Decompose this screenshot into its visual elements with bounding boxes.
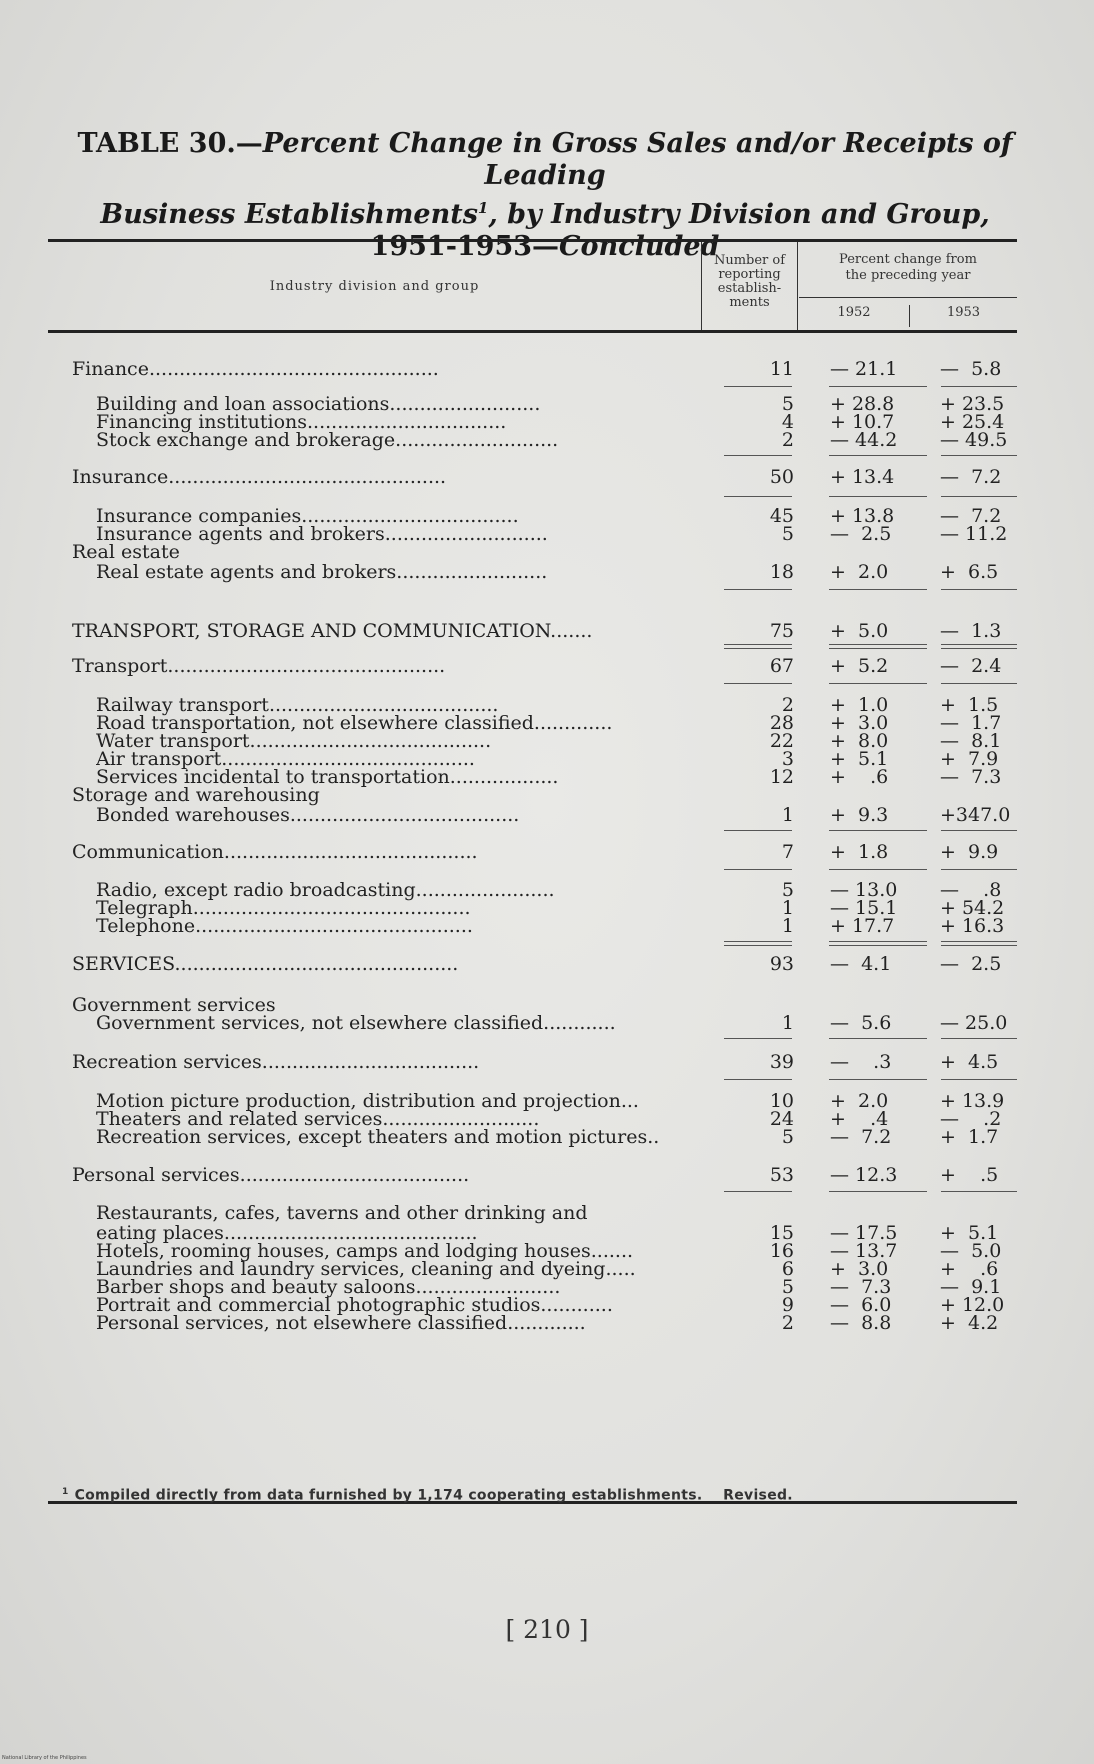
row-count: 93 bbox=[769, 953, 794, 975]
total-double-rule bbox=[724, 941, 792, 946]
row-change-1952: + 1.8 bbox=[830, 841, 889, 863]
subtotal-rule bbox=[941, 1191, 1017, 1192]
row-label: Real estate bbox=[72, 541, 180, 563]
table-row bbox=[48, 839, 1017, 865]
row-change-1953: + .5 bbox=[940, 1164, 999, 1186]
row-count: 3 bbox=[781, 748, 794, 770]
footnote-revised: Revised. bbox=[723, 1487, 793, 1504]
row-count: 1 bbox=[781, 1012, 794, 1034]
row-change-1952: + 9.3 bbox=[830, 804, 889, 826]
page-number: [ 210 ] bbox=[505, 1615, 589, 1644]
title-text: Percent Change in Gross Sales and/or Receipts of Leading bbox=[262, 128, 1013, 191]
header-number-line: reporting bbox=[718, 267, 781, 282]
row-change-1953: + 23.5 bbox=[940, 393, 1005, 415]
table-row bbox=[48, 356, 1017, 382]
row-change-1952: + 2.0 bbox=[830, 561, 889, 583]
row-change-1953: + 9.9 bbox=[940, 841, 999, 863]
title-concluded: Concluded bbox=[559, 231, 720, 262]
row-change-1952: + 10.7 bbox=[830, 411, 895, 433]
data-table bbox=[48, 239, 1017, 1504]
table-row bbox=[48, 802, 1017, 828]
subtotal-rule bbox=[724, 683, 792, 684]
table-row bbox=[48, 559, 1017, 585]
row-count: 15 bbox=[769, 1222, 794, 1244]
row-count: 6 bbox=[781, 1258, 794, 1280]
row-label: Insurance.............................................. bbox=[72, 466, 447, 488]
row-count: 9 bbox=[781, 1294, 794, 1316]
row-label: Motion picture production, distribution and projection... bbox=[96, 1090, 639, 1112]
row-count: 2 bbox=[781, 429, 794, 451]
row-count: 2 bbox=[781, 1312, 794, 1334]
title-years: 1951-1953— bbox=[370, 231, 560, 262]
table-row bbox=[48, 913, 1017, 939]
row-label: Road transportation, not elsewhere classified............. bbox=[96, 712, 613, 734]
row-change-1953: + 54.2 bbox=[940, 897, 1005, 919]
row-change-1953: + 25.4 bbox=[940, 411, 1005, 433]
row-change-1953: + 4.2 bbox=[940, 1312, 999, 1334]
total-double-rule bbox=[829, 644, 927, 649]
title-footnote-marker: 1 bbox=[477, 199, 489, 217]
row-change-1952: + 8.0 bbox=[830, 730, 889, 752]
row-change-1952: + 13.8 bbox=[830, 505, 895, 527]
subtotal-rule bbox=[941, 869, 1017, 870]
subtotal-rule bbox=[724, 1079, 792, 1080]
subtotal-rule bbox=[724, 386, 792, 387]
row-change-1952: + 1.0 bbox=[830, 694, 889, 716]
row-count: 11 bbox=[769, 358, 794, 380]
title-line2-rest: , by Industry Division and Group, bbox=[488, 199, 990, 230]
row-change-1953: + 1.5 bbox=[940, 694, 999, 716]
row-change-1953: + .6 bbox=[940, 1258, 999, 1280]
row-label: Real estate agents and brokers......................... bbox=[96, 561, 548, 583]
table-row bbox=[48, 464, 1017, 490]
table-row bbox=[48, 951, 1017, 977]
subtotal-rule bbox=[724, 455, 792, 456]
row-change-1952: + 5.0 bbox=[830, 620, 889, 642]
row-count: 12 bbox=[769, 766, 794, 788]
table-row bbox=[48, 1010, 1017, 1036]
subtotal-rule bbox=[829, 589, 927, 590]
row-label: eating places.......................................... bbox=[96, 1222, 478, 1244]
subtotal-rule bbox=[941, 455, 1017, 456]
row-label: Recreation services.................................... bbox=[72, 1051, 480, 1073]
footnote-marker: 1 bbox=[62, 1487, 69, 1497]
row-change-1952: + 13.4 bbox=[830, 466, 895, 488]
row-count: 24 bbox=[769, 1108, 794, 1130]
footnote bbox=[62, 1487, 793, 1504]
row-label: SERVICES............................................... bbox=[72, 953, 459, 975]
total-double-rule bbox=[941, 644, 1017, 649]
subtotal-rule bbox=[724, 830, 792, 831]
row-change-1953: + 12.0 bbox=[940, 1294, 1005, 1316]
header-number-line: ments bbox=[729, 295, 770, 310]
library-credit: National Library of the Philippines bbox=[2, 1755, 87, 1761]
subtotal-rule bbox=[724, 496, 792, 497]
row-change-1952: — 7.2 bbox=[830, 1126, 892, 1148]
row-label: Railway transport...................................... bbox=[96, 694, 499, 716]
row-count: 28 bbox=[769, 712, 794, 734]
row-change-1953: + 1.7 bbox=[940, 1126, 999, 1148]
subtotal-rule bbox=[941, 683, 1017, 684]
row-change-1952: — 5.6 bbox=[830, 1012, 892, 1034]
row-label: Finance................................................ bbox=[72, 358, 439, 380]
subtotal-rule bbox=[829, 1038, 927, 1039]
row-label: Water transport........................................ bbox=[96, 730, 492, 752]
subtotal-rule bbox=[941, 1079, 1017, 1080]
row-count: 5 bbox=[781, 1276, 794, 1298]
subtotal-rule bbox=[941, 386, 1017, 387]
row-label: Bonded warehouses...................................... bbox=[96, 804, 520, 826]
row-count: 2 bbox=[781, 694, 794, 716]
row-label: Government services, not elsewhere classified............ bbox=[96, 1012, 616, 1034]
row-count: 1 bbox=[781, 897, 794, 919]
row-change-1953: + 4.5 bbox=[940, 1051, 999, 1073]
row-count: 10 bbox=[769, 1090, 794, 1112]
subtotal-rule bbox=[829, 386, 927, 387]
row-label: Insurance companies.................................... bbox=[96, 505, 519, 527]
row-change-1952: + 3.0 bbox=[830, 712, 889, 734]
row-change-1952: — .3 bbox=[830, 1051, 892, 1073]
header-number-line: establish- bbox=[717, 281, 782, 296]
row-label: Telephone.............................................. bbox=[96, 915, 473, 937]
header-percent-change bbox=[799, 252, 1017, 284]
row-change-1953: — 49.5 bbox=[940, 429, 1008, 451]
row-change-1953: — 9.1 bbox=[940, 1276, 1002, 1298]
subtotal-rule bbox=[724, 1191, 792, 1192]
row-label: TRANSPORT, STORAGE AND COMMUNICATION....... bbox=[72, 620, 593, 642]
row-change-1953: — 5.8 bbox=[940, 358, 1002, 380]
row-change-1952: — 2.5 bbox=[830, 523, 892, 545]
subtotal-rule bbox=[724, 589, 792, 590]
row-change-1953: — 7.3 bbox=[940, 766, 1002, 788]
row-change-1952: — 17.5 bbox=[830, 1222, 898, 1244]
row-label: Recreation services, except theaters and motion pictures.. bbox=[96, 1126, 660, 1148]
row-change-1953: + 13.9 bbox=[940, 1090, 1005, 1112]
row-change-1953: + 6.5 bbox=[940, 561, 999, 583]
row-change-1952: — 13.0 bbox=[830, 879, 898, 901]
row-change-1953: — 7.2 bbox=[940, 466, 1002, 488]
header-industry: Industry division and group bbox=[48, 242, 702, 330]
table-row bbox=[48, 1049, 1017, 1075]
table-body bbox=[48, 333, 1017, 1501]
subtotal-rule bbox=[829, 496, 927, 497]
header-number-reporting bbox=[702, 242, 798, 330]
row-label: Air transport.......................................... bbox=[96, 748, 475, 770]
row-change-1953: — 11.2 bbox=[940, 523, 1008, 545]
title-line2: Business Establishments bbox=[100, 199, 478, 230]
row-count: 75 bbox=[769, 620, 794, 642]
row-label: Building and loan associations......................... bbox=[96, 393, 541, 415]
row-label: Portrait and commercial photographic studios............ bbox=[96, 1294, 613, 1316]
total-double-rule bbox=[829, 941, 927, 946]
header-percent-line: Percent change from bbox=[839, 252, 977, 267]
row-change-1953: — .8 bbox=[940, 879, 1002, 901]
subtotal-rule bbox=[941, 496, 1017, 497]
row-change-1953: — 5.0 bbox=[940, 1240, 1002, 1262]
footnote-text: Compiled directly from data furnished by 1,174 cooperating establishments. bbox=[74, 1487, 703, 1504]
row-change-1953: + 5.1 bbox=[940, 1222, 999, 1244]
table-row bbox=[48, 1162, 1017, 1188]
table-row bbox=[48, 427, 1017, 453]
row-change-1953: — .2 bbox=[940, 1108, 1002, 1130]
row-label: Transport.............................................. bbox=[72, 655, 446, 677]
row-count: 53 bbox=[769, 1164, 794, 1186]
row-change-1952: + .4 bbox=[830, 1108, 889, 1130]
row-change-1952: — 12.3 bbox=[830, 1164, 898, 1186]
row-count: 22 bbox=[769, 730, 794, 752]
row-label: Government services bbox=[72, 994, 276, 1016]
header-year-1953: 1953 bbox=[946, 305, 981, 320]
row-count: 16 bbox=[769, 1240, 794, 1262]
subtotal-rule bbox=[941, 1038, 1017, 1039]
row-change-1953: + 16.3 bbox=[940, 915, 1005, 937]
row-change-1952: — 6.0 bbox=[830, 1294, 892, 1316]
row-label: Communication.......................................... bbox=[72, 841, 478, 863]
row-count: 5 bbox=[781, 1126, 794, 1148]
table-header bbox=[48, 242, 1017, 333]
row-change-1952: + 17.7 bbox=[830, 915, 895, 937]
subtotal-rule bbox=[724, 869, 792, 870]
total-double-rule bbox=[941, 941, 1017, 946]
row-change-1953: — 1.7 bbox=[940, 712, 1002, 734]
row-label: Storage and warehousing bbox=[72, 784, 320, 806]
row-label: Barber shops and beauty saloons........................ bbox=[96, 1276, 561, 1298]
subtotal-rule bbox=[829, 683, 927, 684]
header-year-1952: 1952 bbox=[799, 305, 910, 327]
row-change-1952: + 28.8 bbox=[830, 393, 895, 415]
row-label: Radio, except radio broadcasting....................... bbox=[96, 879, 555, 901]
subtotal-rule bbox=[829, 1191, 927, 1192]
row-change-1952: — 13.7 bbox=[830, 1240, 898, 1262]
subtotal-rule bbox=[724, 1038, 792, 1039]
row-label: Hotels, rooming houses, camps and lodging houses....... bbox=[96, 1240, 634, 1262]
row-label: Services incidental to transportation.................. bbox=[96, 766, 559, 788]
table-row bbox=[48, 653, 1017, 679]
row-label: Personal services, not elsewhere classified............. bbox=[96, 1312, 586, 1334]
row-count: 5 bbox=[781, 523, 794, 545]
row-change-1953: — 25.0 bbox=[940, 1012, 1008, 1034]
header-number-line: Number of bbox=[713, 253, 786, 268]
row-change-1953: + 7.9 bbox=[940, 748, 999, 770]
row-count: 50 bbox=[769, 466, 794, 488]
title-lead: TABLE 30.— bbox=[77, 128, 263, 159]
row-label: Laundries and laundry services, cleaning and dyeing..... bbox=[96, 1258, 636, 1280]
table-row bbox=[48, 1124, 1017, 1150]
row-change-1952: + 5.1 bbox=[830, 748, 889, 770]
header-divider bbox=[799, 297, 1017, 298]
row-change-1952: — 21.1 bbox=[830, 358, 898, 380]
row-change-1953: — 1.3 bbox=[940, 620, 1002, 642]
subtotal-rule bbox=[941, 830, 1017, 831]
subtotal-rule bbox=[829, 455, 927, 456]
row-count: 1 bbox=[781, 804, 794, 826]
row-label: Stock exchange and brokerage........................... bbox=[96, 429, 559, 451]
row-change-1953: +347.0 bbox=[940, 804, 1011, 826]
row-change-1953: — 7.2 bbox=[940, 505, 1002, 527]
row-count: 45 bbox=[769, 505, 794, 527]
row-change-1952: — 44.2 bbox=[830, 429, 898, 451]
row-change-1952: + .6 bbox=[830, 766, 889, 788]
subtotal-rule bbox=[941, 589, 1017, 590]
subtotal-rule bbox=[829, 869, 927, 870]
row-count: 1 bbox=[781, 915, 794, 937]
row-change-1953: — 2.5 bbox=[940, 953, 1002, 975]
row-change-1953: — 8.1 bbox=[940, 730, 1002, 752]
subtotal-rule bbox=[829, 830, 927, 831]
table-row bbox=[48, 1310, 1017, 1336]
row-count: 5 bbox=[781, 393, 794, 415]
row-count: 39 bbox=[769, 1051, 794, 1073]
row-count: 7 bbox=[781, 841, 794, 863]
row-change-1952: — 4.1 bbox=[830, 953, 892, 975]
row-count: 4 bbox=[781, 411, 794, 433]
row-change-1952: + 2.0 bbox=[830, 1090, 889, 1112]
row-label: Insurance agents and brokers........................... bbox=[96, 523, 548, 545]
row-change-1952: — 8.8 bbox=[830, 1312, 892, 1334]
row-count: 18 bbox=[769, 561, 794, 583]
row-label: Financing institutions................................. bbox=[96, 411, 507, 433]
table-row bbox=[48, 618, 1017, 644]
row-change-1952: + 5.2 bbox=[830, 655, 889, 677]
row-label: Theaters and related services.......................... bbox=[96, 1108, 540, 1130]
row-count: 67 bbox=[769, 655, 794, 677]
row-change-1953: — 2.4 bbox=[940, 655, 1002, 677]
subtotal-rule bbox=[829, 1079, 927, 1080]
total-double-rule bbox=[724, 644, 792, 649]
row-count: 5 bbox=[781, 879, 794, 901]
row-change-1952: — 7.3 bbox=[830, 1276, 892, 1298]
row-change-1952: + 3.0 bbox=[830, 1258, 889, 1280]
row-change-1952: — 15.1 bbox=[830, 897, 898, 919]
row-label: Personal services...................................... bbox=[72, 1164, 470, 1186]
row-label: Restaurants, cafes, taverns and other drinking and bbox=[96, 1202, 588, 1224]
header-percent-line: the preceding year bbox=[845, 268, 971, 283]
row-label: Telegraph.............................................. bbox=[96, 897, 471, 919]
